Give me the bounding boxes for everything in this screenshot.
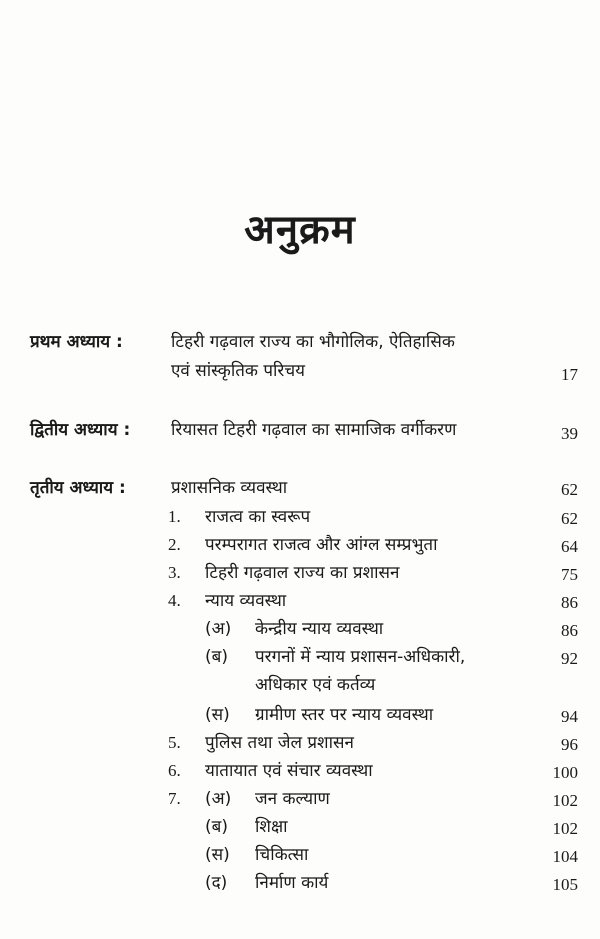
chapter-title: प्रशासनिक व्यवस्था xyxy=(171,478,288,498)
page-number: 100 xyxy=(552,763,578,782)
section-number: 6. xyxy=(168,761,181,780)
subsection-mark: (अ) xyxy=(205,619,232,639)
page-number: 17 xyxy=(561,365,578,384)
section-number: 4. xyxy=(168,591,181,610)
page-number: 102 xyxy=(552,791,578,810)
page-number: 92 xyxy=(561,649,578,668)
page-number: 64 xyxy=(561,537,578,556)
subsection-title-cont: अधिकार एवं कर्तव्य xyxy=(255,675,376,695)
chapter-title-cont: एवं सांस्कृतिक परिचय xyxy=(171,361,306,381)
section-title: न्याय व्यवस्था xyxy=(205,591,287,611)
subsection-mark: (स) xyxy=(205,705,230,725)
subsection-mark: (अ) xyxy=(205,789,232,809)
subsection-title: परगनों में न्याय प्रशासन-अधिकारी, xyxy=(255,647,466,667)
chapter-title: रियासत टिहरी गढ़वाल का सामाजिक वर्गीकरण xyxy=(171,420,457,440)
section-title: टिहरी गढ़वाल राज्य का प्रशासन xyxy=(205,563,400,583)
chapter-label: द्वितीय अध्याय : xyxy=(30,420,131,440)
subsection-mark: (ब) xyxy=(205,647,228,667)
section-number: 5. xyxy=(168,733,181,752)
page-number: 75 xyxy=(561,565,578,584)
subsection-mark: (ब) xyxy=(205,817,228,837)
chapter-label: तृतीय अध्याय : xyxy=(30,478,126,498)
page-number: 62 xyxy=(561,480,578,499)
subsection-title: केन्द्रीय न्याय व्यवस्था xyxy=(255,619,384,639)
page-number: 86 xyxy=(561,593,578,612)
page-title: अनुक्रम xyxy=(244,207,356,253)
section-number: 3. xyxy=(168,563,181,582)
section-title: पुलिस तथा जेल प्रशासन xyxy=(205,733,354,753)
section-number: 2. xyxy=(168,535,181,554)
page-number: 39 xyxy=(561,424,578,443)
page-number: 94 xyxy=(561,707,578,726)
page-number: 86 xyxy=(561,621,578,640)
section-title: यातायात एवं संचार व्यवस्था xyxy=(205,761,373,781)
page-number: 96 xyxy=(561,735,578,754)
section-number: 7. xyxy=(168,789,181,808)
section-number: 1. xyxy=(168,507,181,526)
chapter-label: प्रथम अध्याय : xyxy=(30,332,123,352)
page-number: 104 xyxy=(552,847,578,866)
subsection-title: निर्माण कार्य xyxy=(255,873,329,893)
page-number: 102 xyxy=(552,819,578,838)
page-number: 105 xyxy=(552,875,578,894)
subsection-mark: (द) xyxy=(205,873,228,893)
page-number: 62 xyxy=(561,509,578,528)
subsection-mark: (स) xyxy=(205,845,230,865)
subsection-title: शिक्षा xyxy=(255,817,288,837)
section-title: जन कल्याण xyxy=(255,789,330,809)
chapter-title: टिहरी गढ़वाल राज्य का भौगोलिक, ऐतिहासिक xyxy=(171,332,455,352)
section-title: राजत्व का स्वरूप xyxy=(205,507,311,527)
section-title: परम्परागत राजत्व और आंग्ल सम्प्रभुता xyxy=(205,535,438,555)
subsection-title: चिकित्सा xyxy=(255,845,309,865)
subsection-title: ग्रामीण स्तर पर न्याय व्यवस्था xyxy=(255,705,434,725)
